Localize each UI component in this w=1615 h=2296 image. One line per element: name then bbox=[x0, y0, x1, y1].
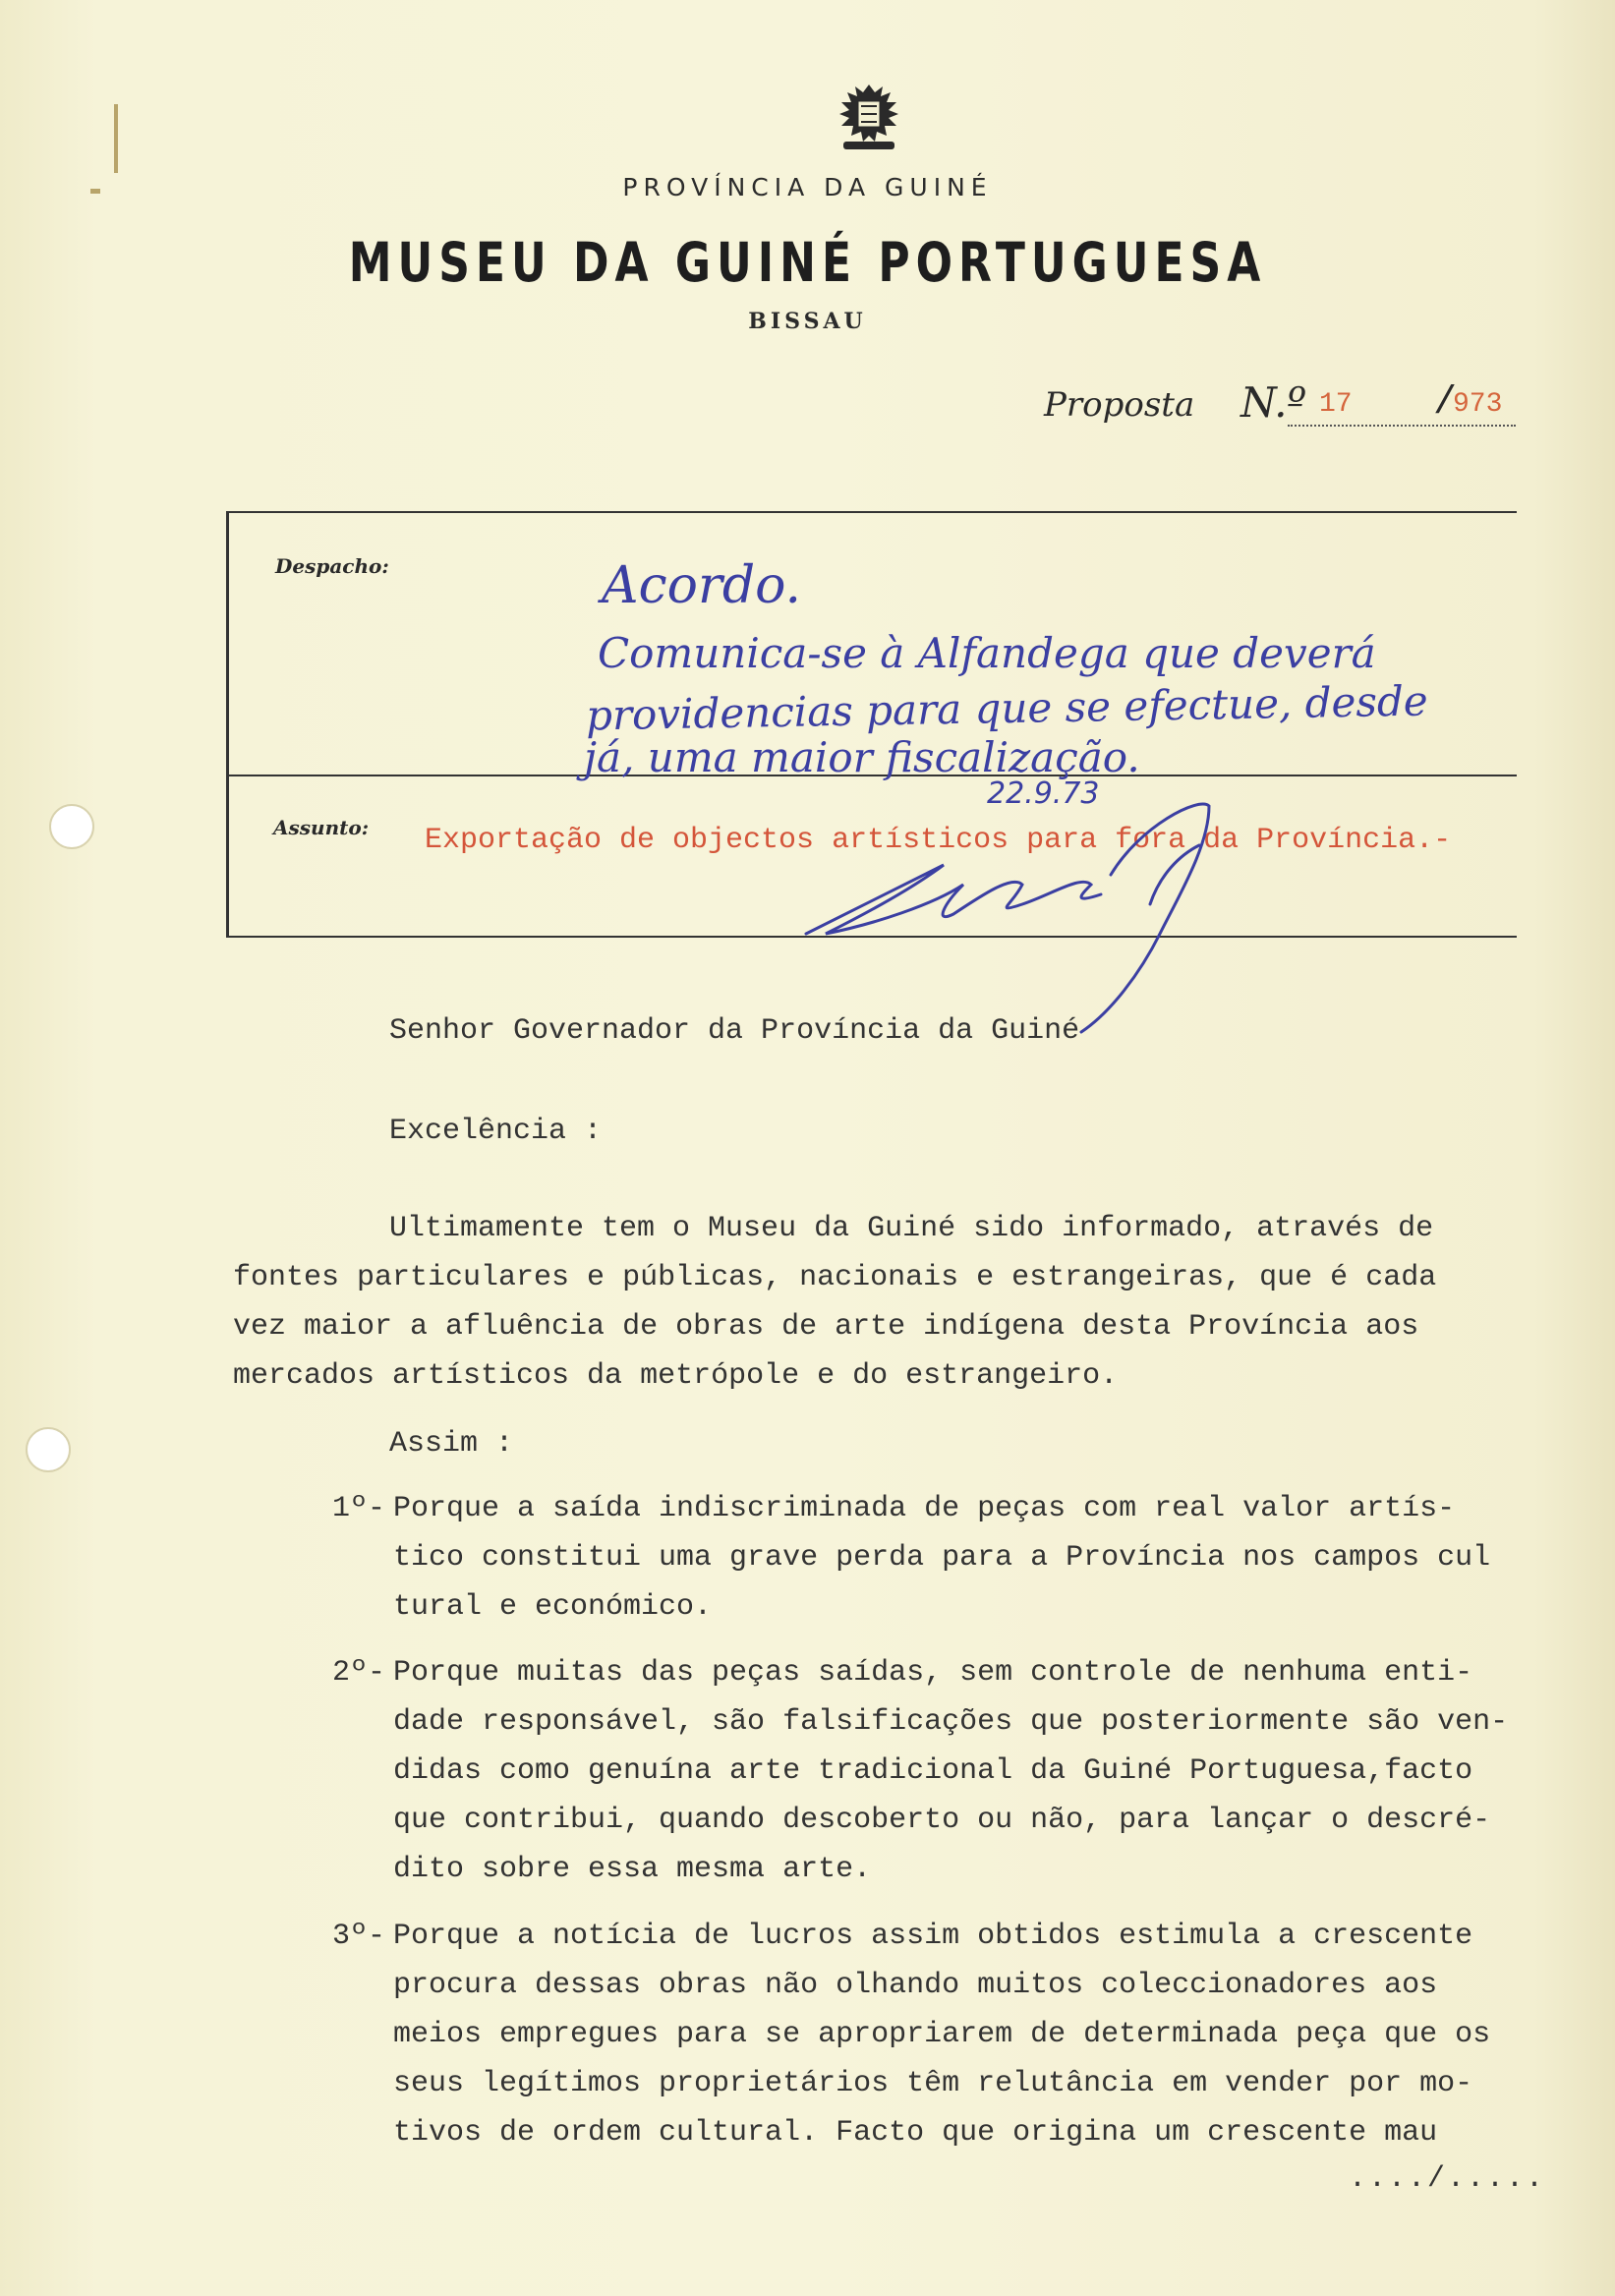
point-3-line: meios empregues para se apropriarem de determinada peça que os bbox=[393, 2018, 1491, 2051]
point-2-line: dade responsável, são falsificações que posteriormente são ven- bbox=[393, 1705, 1509, 1739]
greeting: Excelência : bbox=[389, 1115, 603, 1148]
despacho-label: Despacho: bbox=[275, 554, 389, 578]
rust-mark bbox=[114, 104, 118, 173]
point-3-line: tivos de ordem cultural. Facto que origina um crescente mau bbox=[393, 2116, 1438, 2150]
point-1-line: tico constitui uma grave perda para a Província nos campos cul bbox=[393, 1541, 1491, 1575]
point-2-line: dito sobre essa mesma arte. bbox=[393, 1853, 872, 1886]
assunto-text: Exportação de objectos artísticos para fora da Província.- bbox=[425, 824, 1452, 857]
handwritten-date: 22.9.73 bbox=[987, 776, 1100, 811]
number-label: N.º bbox=[1240, 378, 1307, 427]
assim-label: Assim : bbox=[389, 1427, 514, 1461]
handwritten-line-2: Comunica-se à Alfandega que deverá bbox=[598, 629, 1376, 677]
continuation-marker: ..../..... bbox=[1349, 2162, 1546, 2196]
signature-icon bbox=[786, 786, 1337, 1042]
handwritten-line-1: Acordo. bbox=[602, 556, 802, 615]
intro-line: vez maior a afluência de obras de arte indígena desta Província aos bbox=[233, 1310, 1419, 1344]
intro-line: mercados artísticos da metrópole e do estrangeiro. bbox=[233, 1359, 1119, 1393]
punch-hole-bottom bbox=[26, 1427, 71, 1472]
point-1-marker: 1º- bbox=[332, 1492, 386, 1525]
point-3-line: Porque a notícia de lucros assim obtidos estimula a crescente bbox=[393, 1920, 1473, 1953]
point-3-marker: 3º- bbox=[332, 1920, 386, 1953]
point-2-line: que contribui, quando descoberto ou não, para lançar o descré- bbox=[393, 1804, 1491, 1837]
salutation: Senhor Governador da Província da Guiné bbox=[389, 1014, 1080, 1048]
form-box-left-rule bbox=[226, 511, 229, 936]
point-2-line: Porque muitas das peças saídas, sem controle de nenhuma enti- bbox=[393, 1656, 1473, 1690]
museum-heading: MUSEU DA GUINÉ PORTUGUESA bbox=[348, 232, 1267, 295]
point-1-line: Porque a saída indiscriminada de peças com real valor artís- bbox=[393, 1492, 1456, 1525]
handwritten-line-3: providencias para que se efectue, desde bbox=[585, 676, 1429, 740]
punch-hole-top bbox=[49, 804, 94, 849]
point-2-line: didas como genuína arte tradicional da Guiné Portuguesa,facto bbox=[393, 1754, 1473, 1788]
form-box-top-rule bbox=[226, 511, 1517, 513]
proposta-year: 973 bbox=[1453, 389, 1503, 420]
point-3-line: procura dessas obras não olhando muitos coleccionadores aos bbox=[393, 1969, 1438, 2002]
point-2-marker: 2º- bbox=[332, 1656, 386, 1690]
province-heading: PROVÍNCIA DA GUINÉ bbox=[622, 173, 993, 201]
point-3-line: seus legítimos proprietários têm relutância em vender por mo- bbox=[393, 2067, 1473, 2100]
coat-of-arms-icon bbox=[824, 81, 914, 161]
proposta-label: Proposta bbox=[1044, 385, 1195, 425]
handwritten-line-4: já, uma maior fiscalização. bbox=[584, 733, 1140, 781]
city-heading: BISSAU bbox=[748, 309, 867, 334]
intro-line: Ultimamente tem o Museu da Guiné sido informado, através de bbox=[389, 1212, 1434, 1245]
number-dotted-line bbox=[1288, 425, 1516, 427]
proposta-number: 17 bbox=[1319, 389, 1353, 420]
assunto-label: Assunto: bbox=[273, 816, 370, 839]
point-1-line: tural e económico. bbox=[393, 1590, 713, 1624]
number-slash: / bbox=[1433, 381, 1458, 426]
intro-line: fontes particulares e públicas, nacionais e estrangeiras, que é cada bbox=[233, 1261, 1437, 1294]
